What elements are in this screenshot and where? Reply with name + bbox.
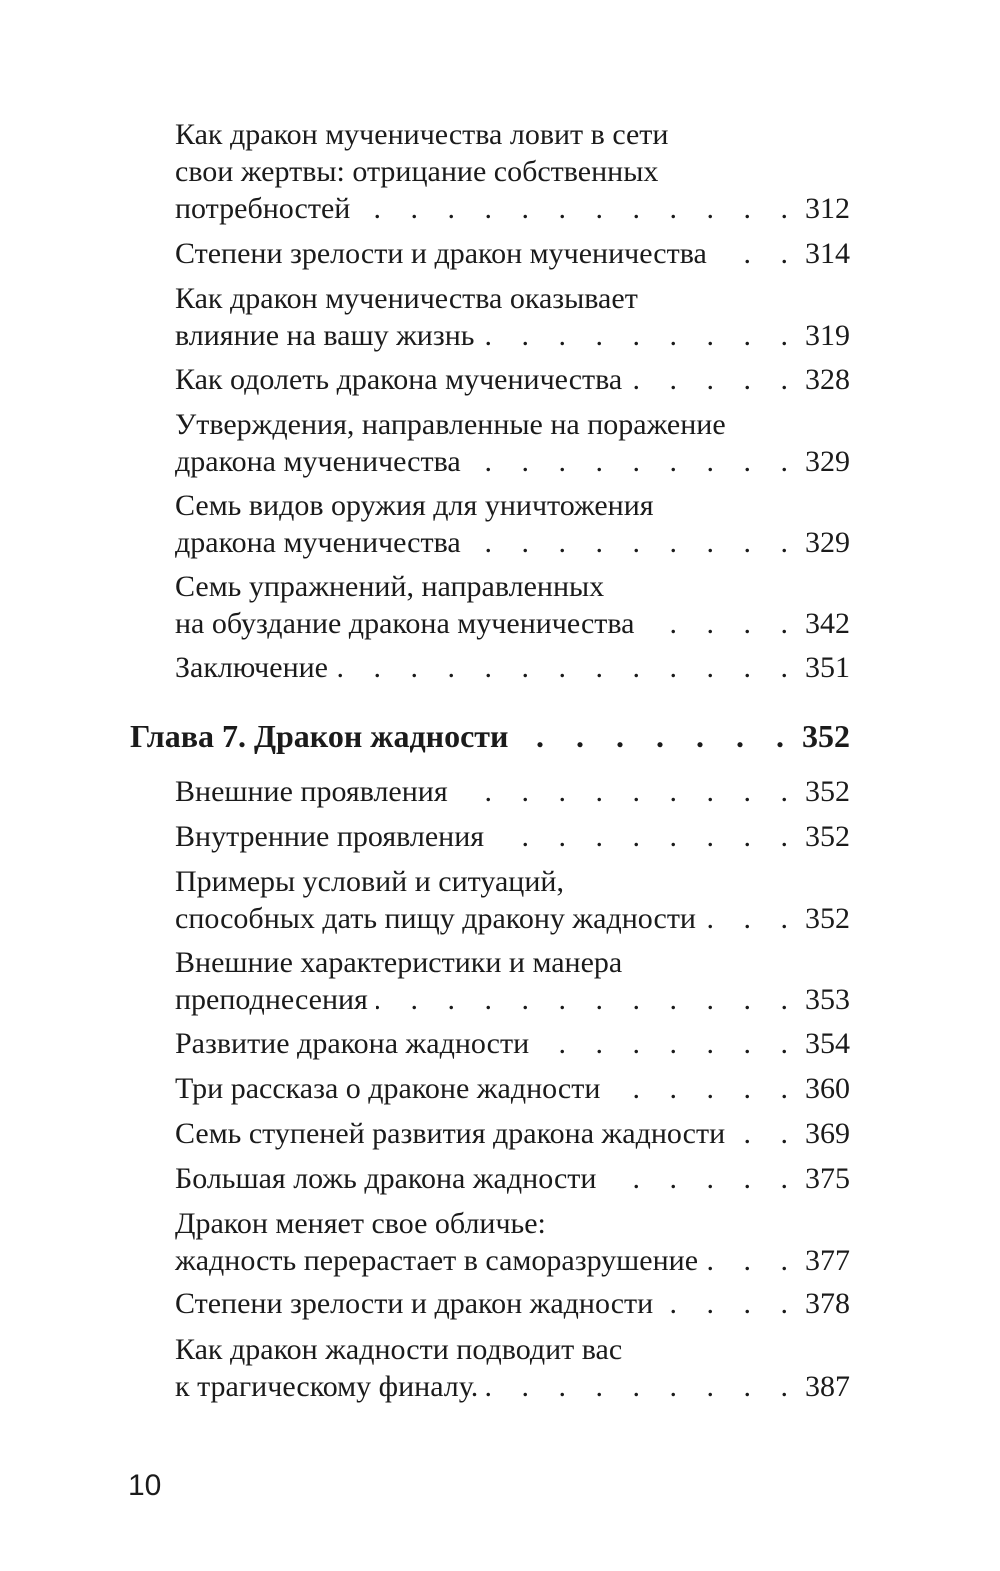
toc-entry-line: Внешние характеристики и манера <box>175 946 623 979</box>
toc-page-number: 329 <box>805 445 850 478</box>
toc-page-number: 352 <box>805 820 850 853</box>
toc-entry <box>175 1160 850 1197</box>
toc-entry-line: дракона мученичества <box>175 526 461 559</box>
dot-leader <box>706 1242 799 1279</box>
toc-page-number: 378 <box>805 1287 850 1320</box>
toc-entry <box>175 1025 850 1062</box>
toc-entry <box>175 818 850 855</box>
chapter-title: Глава 7. Дракон жадности <box>130 718 509 754</box>
toc-page-number: 314 <box>805 237 850 270</box>
toc-page-number: 387 <box>805 1370 850 1403</box>
toc-entry-line: Внешние проявления <box>175 775 448 808</box>
dot-leader <box>482 317 799 354</box>
toc-entry-line: Как одолеть дракона мученичества <box>175 363 623 396</box>
toc-page-number: 377 <box>805 1244 850 1277</box>
toc-entry <box>175 568 850 642</box>
dot-leader <box>608 1070 799 1107</box>
toc-entry <box>175 116 850 227</box>
toc-page-number: 375 <box>805 1162 850 1195</box>
toc-entry <box>175 487 850 561</box>
dot-leader <box>630 361 799 398</box>
toc-entry-line: Внутренние проявления <box>175 820 485 853</box>
toc-entry <box>175 773 850 810</box>
dot-leader <box>358 190 799 227</box>
dot-leader <box>336 649 799 686</box>
toc-entry <box>175 649 850 686</box>
toc-page-number: 352 <box>805 902 850 935</box>
toc-entry-line: Степени зрелости и дракон жадности <box>175 1287 654 1320</box>
toc-entry-line: Утверждения, направленные на поражение <box>175 408 726 441</box>
toc-entry-line: Большая ложь дракона жадности <box>175 1162 597 1195</box>
dot-leader <box>661 1285 799 1322</box>
toc-entry-line: влияние на вашу жизнь <box>175 319 475 352</box>
toc-page-number: 352 <box>805 775 850 808</box>
dot-leader <box>492 818 799 855</box>
toc-entry <box>175 1285 850 1322</box>
dot-leader <box>604 1160 799 1197</box>
toc-entry-line: жадность перерастает в саморазрушение <box>175 1244 699 1277</box>
toc-entry-line: Развитие дракона жадности <box>175 1027 530 1060</box>
chapter-heading <box>130 716 850 756</box>
toc-entry-line: Степени зрелости и дракон мученичества <box>175 237 707 270</box>
toc-entry-line: свои жертвы: отрицание собственных <box>175 155 659 188</box>
page-number: 10 <box>128 1469 162 1502</box>
toc-entry <box>175 1115 850 1152</box>
toc-entry <box>175 1331 850 1405</box>
toc-entry-line: дракона мученичества <box>175 445 461 478</box>
toc-entry-line: преподнесения <box>175 983 368 1016</box>
toc-entry-line: потребностей <box>175 192 351 225</box>
dot-leader <box>715 235 799 272</box>
toc-page-number: 369 <box>805 1117 850 1150</box>
chapter-page-number: 352 <box>802 718 850 754</box>
toc-page-number: 351 <box>805 651 850 684</box>
toc-entry <box>175 361 850 398</box>
toc-entry <box>175 406 850 480</box>
toc-entry <box>175 944 850 1018</box>
toc-entry-line: Три рассказа о драконе жадности <box>175 1072 601 1105</box>
toc-entry-line: Как дракон мученичества оказывает <box>175 282 638 315</box>
dot-leader <box>516 716 796 756</box>
toc-entry-line: Заключение <box>175 651 328 684</box>
toc-entry-line: Как дракон жадности подводит вас <box>175 1333 623 1366</box>
toc-entry <box>175 1205 850 1279</box>
toc-page-number: 329 <box>805 526 850 559</box>
toc-entry-line: Семь видов оружия для уничтожения <box>175 489 654 522</box>
dot-leader <box>642 605 799 642</box>
toc-entry-line: Семь ступеней развития дракона жадности <box>175 1117 726 1150</box>
toc-entry <box>175 280 850 354</box>
toc-page-number: 312 <box>805 192 850 225</box>
toc-entry <box>175 863 850 937</box>
dot-leader <box>733 1115 799 1152</box>
toc-entry-line: Примеры условий и ситуаций, <box>175 865 564 898</box>
toc-page-number: 319 <box>805 319 850 352</box>
toc-entry-line: к трагическому финалу. <box>175 1370 479 1403</box>
toc-page-number: 328 <box>805 363 850 396</box>
toc-entry-line: Семь упражнений, направленных <box>175 570 605 603</box>
dot-leader <box>704 900 799 937</box>
dot-leader <box>469 524 799 561</box>
dot-leader <box>456 773 799 810</box>
toc-page-number: 342 <box>805 607 850 640</box>
dot-leader <box>469 443 799 480</box>
toc-entry-line: на обуздание дракона мученичества <box>175 607 635 640</box>
toc-entry <box>175 235 850 272</box>
toc-page-number: 360 <box>805 1072 850 1105</box>
toc-entry-line: способных дать пищу дракону жадности <box>175 902 696 935</box>
dot-leader <box>537 1025 799 1062</box>
dot-leader <box>486 1368 799 1405</box>
dot-leader <box>376 981 799 1018</box>
toc-entry-line: Дракон меняет свое обличье: <box>175 1207 546 1240</box>
toc-entry <box>175 1070 850 1107</box>
toc-entry-line: Как дракон мученичества ловит в сети <box>175 118 669 151</box>
toc-page-number: 353 <box>805 983 850 1016</box>
toc-page-number: 354 <box>805 1027 850 1060</box>
